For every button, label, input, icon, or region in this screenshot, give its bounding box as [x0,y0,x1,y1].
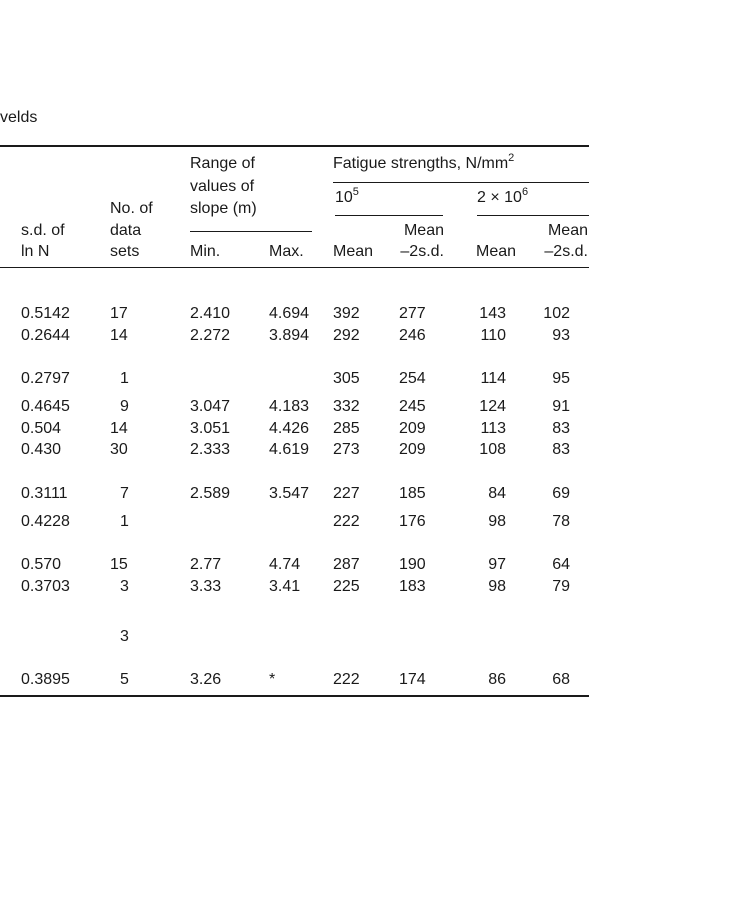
header-range-line2: values of [190,178,255,195]
cell-min: 3.047 [190,398,231,415]
header-min: Min. [190,243,221,260]
cell-sd: 0.4228 [21,513,70,530]
cell-max: 4.619 [269,441,310,458]
header-datasets-line3: sets [110,243,140,260]
header-datasets-line1: No. of [110,200,153,217]
header-rule [0,267,589,268]
cell-sd: 0.504 [21,420,62,437]
table-caption: velds [0,109,38,126]
cell-sd: 0.3703 [21,578,70,595]
cell-min: 2.272 [190,327,231,344]
header-mean-a: Mean [333,243,374,260]
cell-max: 4.74 [269,556,301,573]
cell-m1: 292 [333,327,360,344]
cell-m2: 86 [488,671,506,688]
header-sd-line1: s.d. of [21,222,65,239]
cell-m2: 113 [480,420,506,437]
cell-min: 3.051 [190,420,231,437]
range-rule [190,231,312,232]
cell-l1: 277 [399,305,426,322]
cycles-a-rule [335,215,443,216]
cell-sd: 0.3111 [21,485,68,502]
header-range-line3: slope (m) [190,200,257,217]
cell-n: 1 [120,370,129,387]
cell-m1: 222 [333,671,360,688]
cell-n: 3 [120,628,129,645]
cell-l2: 95 [552,370,570,387]
fatigue-rule [333,182,589,183]
cell-l1: 176 [399,513,426,530]
cell-min: 2.333 [190,441,231,458]
cell-n: 1 [120,513,129,530]
header-max: Max. [269,243,304,260]
cell-sd: 0.430 [21,441,62,458]
header-mean2sd-a-line1: Mean [403,222,444,239]
cell-m2: 124 [479,398,506,415]
cell-l2: 69 [552,485,570,502]
header-mean2sd-b-line2: –2s.d. [544,243,588,260]
cycles-b-rule [477,215,589,216]
cell-max: 3.41 [269,578,301,595]
cell-sd: 0.2797 [21,370,70,387]
cell-min: 2.77 [190,556,222,573]
header-cycles-b: $2 \times 10^6$ [477,185,529,206]
header-range-line1: Range of [190,155,255,172]
cell-sd: 0.4645 [21,398,70,415]
cell-m2: 143 [479,305,506,322]
cell-max: 4.426 [269,420,310,437]
cell-max: 3.894 [269,327,310,344]
cell-l1: 245 [399,398,426,415]
cell-l2: 91 [552,398,570,415]
cell-l1: 174 [399,671,426,688]
cell-min: 2.410 [190,305,231,322]
cell-sd: 0.570 [21,556,62,573]
cell-sd: 0.5142 [21,305,70,322]
cell-l1: 254 [399,370,426,387]
cell-n: 9 [120,398,129,415]
cell-max: 4.183 [269,398,310,415]
header-sd-line2: ln N [21,243,50,260]
cell-n: 3 [120,578,129,595]
cell-m1: 227 [333,485,360,502]
header-mean-b: Mean [476,243,517,260]
header-mean2sd-a-line2: –2s.d. [400,243,444,260]
cell-m1: 225 [333,578,360,595]
cell-l2: 102 [543,305,570,322]
cell-m2: 108 [479,441,506,458]
cell-n: 15 [110,556,128,573]
cell-m1: 287 [333,556,360,573]
header-datasets-line2: data [110,222,142,239]
cell-min: 3.33 [190,578,222,595]
cell-m2: 110 [480,327,506,344]
cell-m2: 98 [488,578,506,595]
header-mean2sd-b-line1: Mean [547,222,588,239]
cell-m2: 98 [488,513,506,530]
bottom-rule [0,695,589,697]
cell-n: 17 [110,305,128,322]
cell-l2: 64 [552,556,570,573]
cell-l2: 79 [552,578,570,595]
cell-l1: 246 [399,327,426,344]
cell-l2: 93 [552,327,570,344]
cell-m2: 114 [480,370,506,387]
cell-l2: 83 [552,420,570,437]
cell-n: 7 [120,485,129,502]
header-cycles-a: $10^5$ [335,185,359,206]
cell-n: 30 [110,441,128,458]
cell-l1: 183 [399,578,426,595]
cell-m1: 332 [333,398,360,415]
cell-l2: 83 [552,441,570,458]
cell-n: 14 [110,327,128,344]
cell-max: 4.694 [269,305,310,322]
cell-m1: 222 [333,513,360,530]
cell-l2: 78 [552,513,570,530]
cell-l2: 68 [552,671,570,688]
cell-l1: 190 [399,556,426,573]
cell-m1: 273 [333,441,360,458]
cell-min: 2.589 [190,485,231,502]
cell-l1: 209 [399,420,426,437]
cell-m1: 392 [333,305,360,322]
cell-min: 3.26 [190,671,222,688]
top-rule [0,145,589,147]
header-fatigue-title: Fatigue strengths, $N/mm^2$ [333,151,515,172]
cell-max: 3.547 [269,485,310,502]
cell-l1: 209 [399,441,426,458]
cell-n: 5 [120,671,129,688]
cell-sd: 0.2644 [21,327,70,344]
cell-m1: 305 [333,370,360,387]
cell-n: 14 [110,420,128,437]
cell-m1: 285 [333,420,360,437]
cell-m2: 97 [488,556,506,573]
cell-sd: 0.3895 [21,671,70,688]
cell-l1: 185 [399,485,426,502]
cell-max: * [269,671,276,688]
cell-m2: 84 [488,485,506,502]
